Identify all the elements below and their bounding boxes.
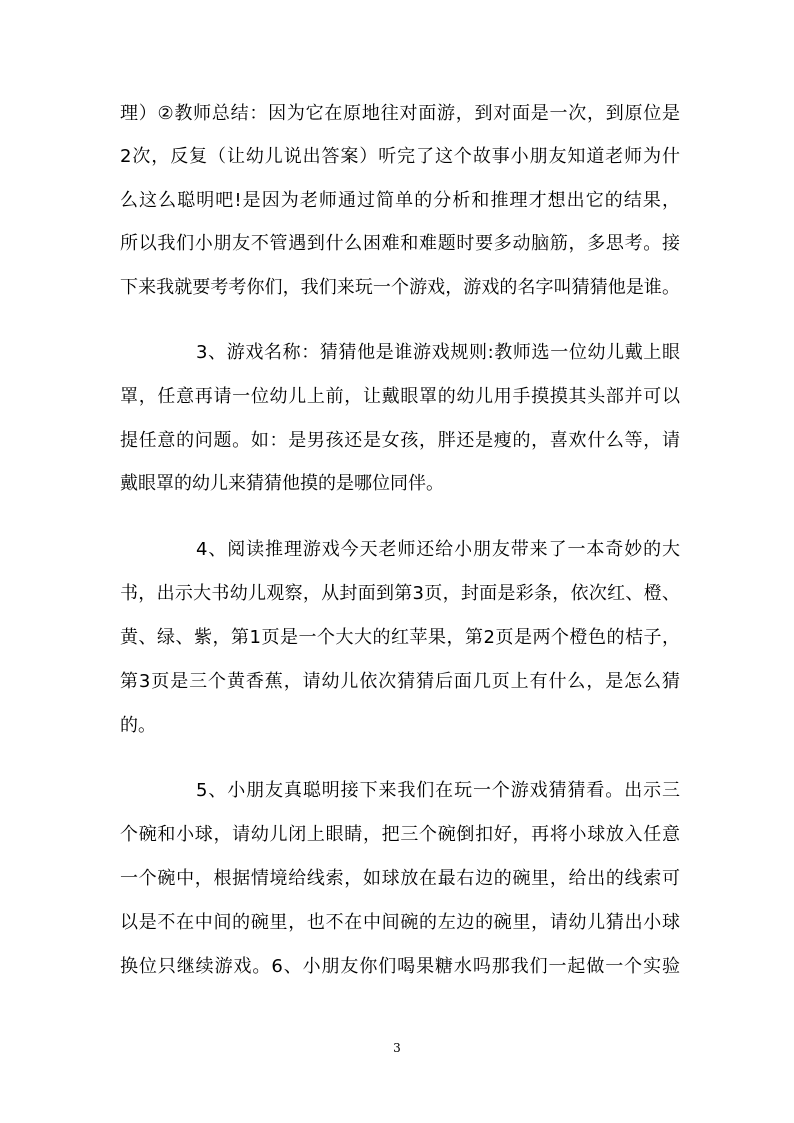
page-number: 3 — [393, 1041, 401, 1055]
paragraph-4-line-1: 4、阅读推理游戏今天老师还给小朋友带来了一本奇妙的大 — [196, 539, 680, 560]
text-line-3: 么这么聪明吧!是因为老师通过简单的分析和推理才想出它的结果， — [120, 190, 680, 211]
paragraph-5-line-1: 5、小朋友真聪明接下来我们在玩一个游戏猜猜看。出示三 — [196, 780, 680, 801]
paragraph-3-line-2: 罩，任意再请一位幼儿上前，让戴眼罩的幼儿用手摸摸其头部并可以 — [120, 386, 680, 407]
paragraph-4-line-4: 第3页是三个黄香蕉，请幼儿依次猜猜后面几页上有什么，是怎么猜 — [120, 671, 680, 692]
paragraph-5-line-3: 一个碗中，根据情境给线索，如球放在最右边的碗里，给出的线索可 — [120, 868, 680, 889]
paragraph-3-line-1: 3、游戏名称：猜猜他是谁游戏规则:教师选一位幼儿戴上眼 — [196, 342, 680, 363]
paragraph-3-line-3: 提任意的问题。如：是男孩还是女孩，胖还是瘦的，喜欢什么等，请 — [120, 430, 680, 451]
text-line-5: 下来我就要考考你们，我们来玩一个游戏，游戏的名字叫猜猜他是谁。 — [120, 277, 680, 298]
paragraph-5-line-2: 个碗和小球，请幼儿闭上眼睛，把三个碗倒扣好，再将小球放入任意 — [120, 824, 680, 845]
paragraph-3-line-4: 戴眼罩的幼儿来猜猜他摸的是哪位同伴。 — [120, 473, 444, 494]
text-line-4: 所以我们小朋友不管遇到什么困难和难题时要多动脑筋，多思考。接 — [120, 233, 680, 254]
paragraph-5-line-5: 换位只继续游戏。6、小朋友你们喝果糖水吗那我们一起做一个实验 — [120, 956, 680, 977]
paragraph-4-line-2: 书，出示大书幼儿观察，从封面到第3页，封面是彩条，依次红、橙、 — [120, 583, 680, 604]
paragraph-4-line-5: 的。 — [120, 715, 156, 736]
text-line-1: 理）②教师总结：因为它在原地往对面游，到对面是一次，到原位是 — [120, 103, 680, 124]
paragraph-4-line-3: 黄、绿、紫，第1页是一个大大的红苹果，第2页是两个橙色的桔子， — [120, 627, 680, 648]
text-line-2: 2次，反复（让幼儿说出答案）听完了这个故事小朋友知道老师为什 — [120, 146, 680, 167]
paragraph-5-line-4: 以是不在中间的碗里，也不在中间碗的左边的碗里，请幼儿猜出小球 — [120, 912, 680, 933]
